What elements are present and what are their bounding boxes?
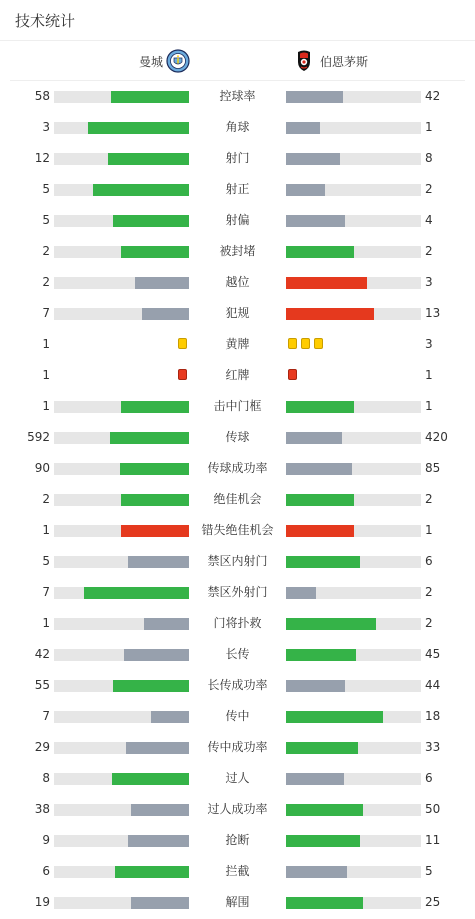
away-bar-track [286, 463, 421, 475]
away-bar-fill [286, 215, 345, 227]
stat-row [0, 515, 475, 546]
home-bar-fill [121, 401, 189, 413]
stat-label: 过人 [225, 771, 250, 785]
stat-label: 传球 [225, 430, 250, 444]
home-value: 592 [27, 430, 50, 444]
away-bar-track [286, 122, 421, 134]
home-bar-track [54, 556, 189, 568]
away-bar-track [286, 680, 421, 692]
away-bar-fill [286, 122, 320, 134]
away-bar-track [286, 897, 421, 909]
away-value: 6 [425, 771, 433, 785]
home-bar-fill [110, 432, 189, 444]
red-card-icon [178, 369, 187, 380]
home-value: 38 [34, 802, 50, 816]
stat-label: 传中成功率 [207, 740, 268, 754]
away-bar-fill [286, 153, 340, 165]
away-bar-fill [286, 587, 316, 599]
home-team[interactable] [139, 49, 190, 73]
stat-row [0, 205, 475, 236]
stat-label: 红牌 [225, 368, 250, 382]
home-bar-fill [88, 122, 189, 134]
home-bar-track [54, 742, 189, 754]
away-value: 11 [425, 833, 441, 847]
home-bar-track [54, 122, 189, 134]
home-bar-fill [135, 277, 189, 289]
stat-row [0, 267, 475, 298]
home-bar-fill [84, 587, 189, 599]
stat-row [0, 484, 475, 515]
away-bar-track [286, 215, 421, 227]
home-value: 9 [42, 833, 50, 847]
home-value: 58 [34, 89, 50, 103]
home-value: 2 [42, 244, 50, 258]
red-card-icon [288, 369, 297, 380]
away-value: 25 [425, 895, 441, 909]
away-bar-fill [286, 308, 374, 320]
away-bar-fill [286, 91, 343, 103]
stat-row [0, 639, 475, 670]
stat-row [0, 608, 475, 639]
home-value: 1 [42, 523, 50, 537]
home-bar-fill [131, 804, 189, 816]
home-bar-fill [128, 556, 189, 568]
stat-label: 控球率 [219, 89, 256, 103]
away-bar-fill [286, 742, 358, 754]
home-bar-track [54, 432, 189, 444]
home-value: 90 [34, 461, 50, 475]
away-value: 13 [425, 306, 441, 320]
away-bar-fill [286, 525, 354, 537]
away-bar-track [286, 773, 421, 785]
home-value: 12 [34, 151, 50, 165]
home-bar-track [54, 308, 189, 320]
away-value: 6 [425, 554, 433, 568]
stat-row [0, 453, 475, 484]
home-bar-fill [121, 494, 189, 506]
stat-label: 传中 [225, 709, 250, 723]
bournemouth-crest-icon [292, 49, 316, 73]
stat-row [0, 298, 475, 329]
away-bar-track [286, 432, 421, 444]
stat-row [0, 794, 475, 825]
home-bar-fill [115, 866, 189, 878]
away-bar-fill [286, 556, 360, 568]
away-value: 2 [425, 244, 433, 258]
home-value: 1 [42, 616, 50, 630]
stat-label: 被封堵 [219, 244, 256, 258]
away-bar-track [286, 711, 421, 723]
away-bar-fill [286, 494, 354, 506]
home-bar-fill [128, 835, 189, 847]
home-value: 7 [42, 306, 50, 320]
home-cards [176, 369, 189, 382]
home-value: 55 [34, 678, 50, 692]
stat-label: 击中门框 [213, 399, 262, 413]
stat-label: 绝佳机会 [213, 492, 262, 506]
home-bar-fill [121, 525, 189, 537]
away-bar-fill [286, 835, 360, 847]
stat-label: 过人成功率 [207, 802, 268, 816]
stat-label: 角球 [225, 120, 250, 134]
home-bar-track [54, 835, 189, 847]
away-bar-track [286, 587, 421, 599]
away-bar-fill [286, 711, 383, 723]
away-bar-track [286, 866, 421, 878]
stat-row [0, 577, 475, 608]
away-value: 3 [425, 337, 433, 351]
stat-label: 射正 [225, 182, 250, 196]
teams-row [0, 41, 475, 81]
away-value: 1 [425, 368, 433, 382]
stat-label: 犯规 [225, 306, 250, 320]
away-bar-fill [286, 432, 342, 444]
away-value: 2 [425, 182, 433, 196]
away-value: 50 [425, 802, 441, 816]
home-bar-track [54, 91, 189, 103]
stat-label: 黄牌 [225, 337, 250, 351]
stat-row [0, 732, 475, 763]
home-value: 6 [42, 864, 50, 878]
away-value: 44 [425, 678, 441, 692]
home-bar-track [54, 897, 189, 909]
away-value: 1 [425, 523, 433, 537]
away-bar-track [286, 804, 421, 816]
away-bar-track [286, 494, 421, 506]
home-value: 29 [34, 740, 50, 754]
home-bar-track [54, 246, 189, 258]
away-value: 5 [425, 864, 433, 878]
home-bar-track [54, 587, 189, 599]
stat-label: 禁区内射门 [207, 554, 268, 568]
home-bar-track [54, 463, 189, 475]
home-bar-fill [131, 897, 189, 909]
stat-label: 禁区外射门 [207, 585, 268, 599]
stat-row [0, 701, 475, 732]
away-team-name: 伯恩茅斯 [320, 54, 369, 69]
stat-row [0, 112, 475, 143]
away-bar-fill [286, 277, 367, 289]
away-value: 42 [425, 89, 441, 103]
away-bar-fill [286, 463, 352, 475]
home-value: 2 [42, 492, 50, 506]
away-value: 8 [425, 151, 433, 165]
stat-row [0, 329, 475, 360]
home-bar-track [54, 153, 189, 165]
away-cards [286, 369, 299, 382]
home-bar-fill [111, 91, 189, 103]
yellow-card-icon [178, 338, 187, 349]
away-bar-track [286, 308, 421, 320]
stat-label: 射偏 [225, 213, 250, 227]
away-value: 2 [425, 492, 433, 506]
stat-row [0, 422, 475, 453]
home-value: 1 [42, 337, 50, 351]
home-value: 7 [42, 709, 50, 723]
stat-row [0, 174, 475, 205]
away-cards [286, 338, 325, 351]
home-value: 5 [42, 554, 50, 568]
home-bar-track [54, 184, 189, 196]
stat-row [0, 887, 475, 918]
stat-row [0, 81, 475, 112]
home-bar-track [54, 401, 189, 413]
yellow-card-icon [288, 338, 297, 349]
home-value: 2 [42, 275, 50, 289]
away-value: 420 [425, 430, 448, 444]
stat-label: 错失绝佳机会 [201, 523, 274, 537]
away-bar-fill [286, 866, 347, 878]
home-bar-track [54, 804, 189, 816]
away-value: 2 [425, 585, 433, 599]
home-bar-track [54, 525, 189, 537]
away-bar-fill [286, 804, 363, 816]
home-bar-fill [93, 184, 189, 196]
stat-row [0, 670, 475, 701]
home-value: 5 [42, 213, 50, 227]
away-bar-fill [286, 401, 354, 413]
home-value: 1 [42, 399, 50, 413]
stat-label: 传球成功率 [207, 461, 268, 475]
home-bar-fill [121, 246, 189, 258]
away-bar-track [286, 525, 421, 537]
page-title: 技术统计 [15, 12, 76, 30]
away-value: 45 [425, 647, 441, 661]
away-bar-track [286, 91, 421, 103]
away-bar-fill [286, 246, 354, 258]
home-bar-fill [113, 680, 189, 692]
stat-label: 越位 [225, 275, 250, 289]
stat-row [0, 546, 475, 577]
manchester-city-crest-icon [166, 49, 190, 73]
home-bar-track [54, 773, 189, 785]
away-bar-track [286, 153, 421, 165]
stat-row [0, 143, 475, 174]
stats-header [0, 0, 475, 41]
away-team[interactable] [292, 49, 368, 73]
away-bar-track [286, 742, 421, 754]
away-value: 85 [425, 461, 441, 475]
stat-row [0, 360, 475, 391]
away-value: 33 [425, 740, 441, 754]
home-value: 7 [42, 585, 50, 599]
home-bar-track [54, 215, 189, 227]
away-bar-track [286, 556, 421, 568]
away-bar-track [286, 649, 421, 661]
home-value: 42 [34, 647, 50, 661]
home-team-name: 曼城 [138, 54, 163, 69]
stats-list [0, 81, 475, 918]
stat-label: 射门 [225, 151, 250, 165]
home-bar-fill [120, 463, 189, 475]
home-bar-fill [142, 308, 189, 320]
away-bar-track [286, 401, 421, 413]
home-value: 8 [42, 771, 50, 785]
away-value: 18 [425, 709, 441, 723]
home-cards [176, 338, 189, 351]
stat-row [0, 763, 475, 794]
home-bar-fill [112, 773, 189, 785]
home-bar-track [54, 711, 189, 723]
stat-label: 门将扑救 [213, 616, 262, 630]
home-bar-fill [126, 742, 189, 754]
yellow-card-icon [301, 338, 310, 349]
away-bar-fill [286, 618, 376, 630]
away-value: 4 [425, 213, 433, 227]
away-bar-track [286, 618, 421, 630]
away-bar-fill [286, 897, 363, 909]
yellow-card-icon [314, 338, 323, 349]
away-value: 3 [425, 275, 433, 289]
home-value: 5 [42, 182, 50, 196]
stat-label: 长传成功率 [207, 678, 268, 692]
home-bar-fill [113, 215, 189, 227]
home-bar-track [54, 494, 189, 506]
home-value: 19 [34, 895, 50, 909]
home-bar-fill [144, 618, 189, 630]
away-bar-track [286, 835, 421, 847]
stat-row [0, 236, 475, 267]
stat-label: 解围 [225, 895, 250, 909]
away-bar-track [286, 277, 421, 289]
away-value: 1 [425, 399, 433, 413]
away-bar-fill [286, 184, 325, 196]
stat-label: 抢断 [225, 833, 250, 847]
stat-label: 拦截 [225, 864, 250, 878]
home-bar-fill [151, 711, 189, 723]
away-value: 1 [425, 120, 433, 134]
away-bar-fill [286, 649, 356, 661]
home-bar-track [54, 618, 189, 630]
stat-row [0, 391, 475, 422]
away-bar-track [286, 246, 421, 258]
stat-row [0, 825, 475, 856]
home-bar-track [54, 866, 189, 878]
home-bar-track [54, 680, 189, 692]
away-value: 2 [425, 616, 433, 630]
away-bar-fill [286, 680, 345, 692]
home-value: 3 [42, 120, 50, 134]
home-bar-fill [108, 153, 189, 165]
home-bar-fill [124, 649, 189, 661]
stat-label: 长传 [225, 647, 250, 661]
home-bar-track [54, 649, 189, 661]
stat-row [0, 856, 475, 887]
away-bar-track [286, 184, 421, 196]
home-bar-track [54, 277, 189, 289]
away-bar-fill [286, 773, 344, 785]
home-value: 1 [42, 368, 50, 382]
